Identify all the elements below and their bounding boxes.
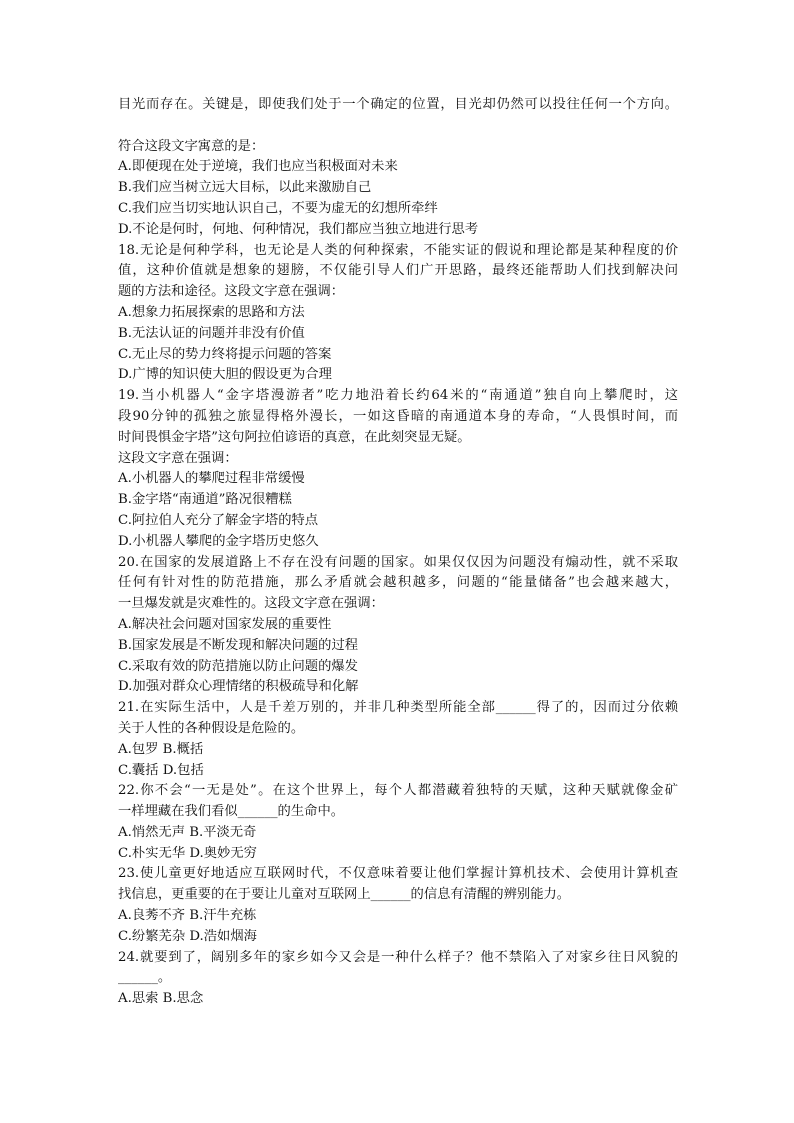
q21-options-ab: A.包罗 B.概括 — [118, 741, 204, 757]
q17-option-b: B.我们应当树立远大目标，以此来激励自己 — [118, 180, 372, 196]
q18-option-d: D.广博的知识使大胆的假设更为合理 — [118, 367, 332, 383]
q19-stem-line: 时间畏惧金字塔”这句阿拉伯谚语的真意，在此刻突显无疑。 — [118, 429, 471, 445]
q20-stem-line: 20.在国家的发展道路上不存在没有问题的国家。如果仅仅因为问题没有煽动性，就不采取 — [118, 554, 678, 570]
q18-stem-line: 值，这种价值就是想象的翅膀，不仅能引导人们广开思路，最终还能帮助人们找到解决问 — [118, 263, 678, 279]
q21-stem-line: 关于人性的各种假设是危险的。 — [118, 720, 305, 736]
q22-stem-line: 22.你不会“一无是处”。在这个世界上，每个人都潜藏着独特的天赋，这种天赋就像金矿 — [118, 783, 678, 799]
q17-option-a: A.即便现在处于逆境，我们也应当积极面对未来 — [118, 159, 398, 175]
q20-stem-line: 任何有针对性的防范措施，那么矛盾就会越积越多，问题的“能量储备”也会越来越大， — [118, 575, 678, 591]
q23-stem-line: 找信息，更重要的在于要让儿童对互联网上______的信息有清醒的辨别能力。 — [118, 887, 571, 903]
q24-stem-line: ______。 — [118, 970, 172, 986]
q23-options-cd: C.纷繁芜杂 D.浩如烟海 — [118, 928, 257, 944]
q18-option-c: C.无止尽的势力终将提示问题的答案 — [118, 346, 332, 362]
q18-option-a: A.想象力拓展探索的思路和方法 — [118, 304, 305, 320]
q22-options-cd: C.朴实无华 D.奥妙无穷 — [118, 845, 257, 861]
q20-stem-line: 一旦爆发就是灾难性的。这段文字意在强调： — [118, 596, 384, 612]
q23-stem-line: 23.使儿童更好地适应互联网时代，不仅意味着要让他们掌握计算机技术、会使用计算机查 — [118, 866, 678, 882]
q20-option-c: C.采取有效的防范措施以防止问题的爆发 — [118, 658, 358, 674]
paragraph-gap — [118, 116, 678, 137]
q18-option-b: B.无法认证的问题并非没有价值 — [118, 325, 305, 341]
q21-stem-line: 21.在实际生活中，人是千差万别的，并非几种类型所能全部______得了的，因而过分依赖 — [118, 700, 678, 716]
q19-option-c: C.阿拉伯人充分了解金字塔的特点 — [118, 512, 319, 528]
q20-option-b: B.国家发展是不断发现和解决问题的过程 — [118, 637, 359, 653]
q17-stem: 符合这段文字寓意的是： — [118, 138, 265, 154]
q19-option-b: B.金字塔“南通道”路况很糟糕 — [118, 492, 292, 508]
q19-stem-line: 段90分钟的孤独之旅显得格外漫长，一如这昏暗的南通道本身的寿命，“人畏惧时间，而 — [118, 408, 678, 424]
q17-option-d: D.不论是何时，何地、何种情况，我们都应当独立地进行思考 — [118, 221, 479, 237]
q20-option-a: A.解决社会问题对国家发展的重要性 — [118, 616, 332, 632]
q24-options-ab: A.思索 B.思念 — [118, 991, 204, 1007]
q24-stem-line: 24.就要到了，阔别多年的家乡如今又会是一种什么样子？他不禁陷入了对家乡往日风貌的 — [118, 949, 678, 965]
q19-option-a: A.小机器人的攀爬过程非常缓慢 — [118, 471, 305, 487]
q17-option-c: C.我们应当切实地认识自己，不要为虚无的幻想所牵绊 — [118, 200, 438, 216]
q19-stem-line: 19.当小机器人“金字塔漫游者”吃力地沿着长约64米的“南通道”独自向上攀爬时，这 — [118, 388, 678, 404]
q21-options-cd: C.囊括 D.包括 — [118, 762, 204, 778]
q18-stem-line: 题的方法和途径。这段文字意在强调： — [118, 284, 345, 300]
q19-option-d: D.小机器人攀爬的金字塔历史悠久 — [118, 533, 319, 549]
q22-options-ab: A.悄然无声 B.平淡无奇 — [118, 824, 257, 840]
q19-stem-line: 这段文字意在强调： — [118, 450, 238, 466]
q23-options-ab: A.良莠不齐 B.汗牛充栋 — [118, 908, 257, 924]
passage-continuation: 目光而存在。关键是，即使我们处于一个确定的位置，目光却仍然可以投往任何一个方向。 — [118, 97, 678, 112]
document-page — [118, 95, 678, 1010]
q18-stem-line: 18.无论是何种学科，也无论是人类的何种探索，不能实证的假说和理论都是某种程度的价 — [118, 242, 678, 258]
q22-stem-line: 一样埋藏在我们看似______的生命中。 — [118, 804, 345, 820]
q20-option-d: D.加强对群众心理情绪的积极疏导和化解 — [118, 679, 359, 695]
